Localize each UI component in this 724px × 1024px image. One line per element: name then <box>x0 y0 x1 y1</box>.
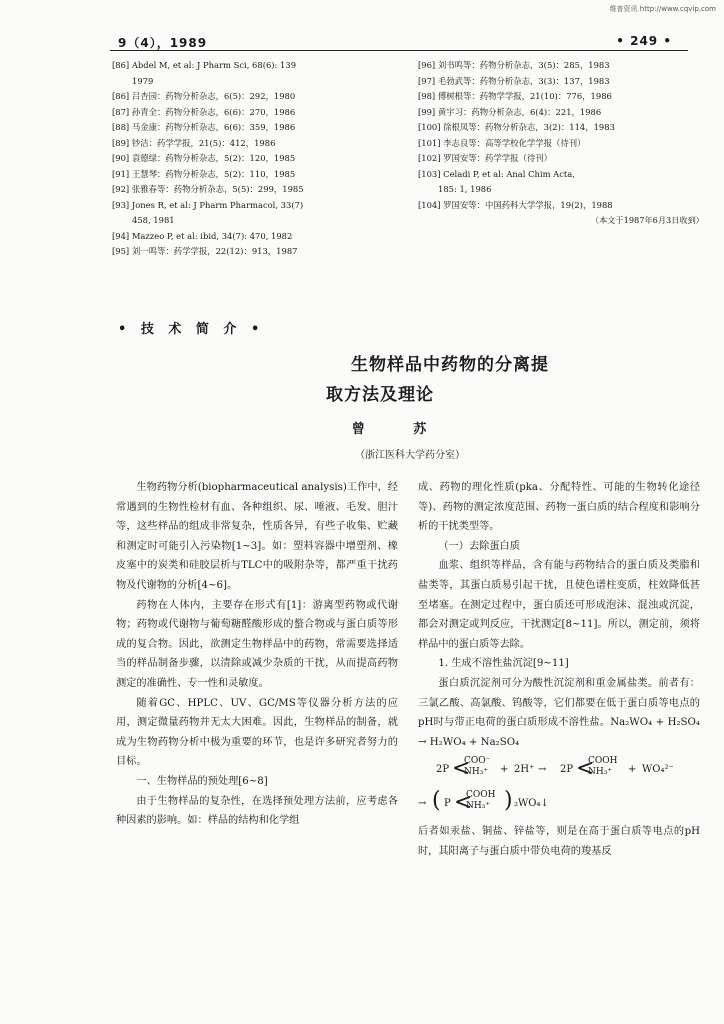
chemical-equation-line1 <box>418 754 700 786</box>
reference-item: 458, 1981 <box>132 215 175 225</box>
reference-item: 185: 1, 1986 <box>438 184 492 194</box>
article-title-line1: 生物样品中药物的分离提 <box>351 355 549 375</box>
paragraph: 由于生物样品的复杂性，在选择预处理方法前，应考虑各种因素的影响。如：样品的结构和化学组 <box>116 795 398 827</box>
eq-tungstate: WO₄²⁻ <box>642 764 674 776</box>
watermark: 维普资讯 http://www.cqvip.com <box>609 5 716 13</box>
reference-item: [100] 徐根凤等：药物分析杂志，3(2)：114，1983 <box>418 122 615 132</box>
eq-top: COOH <box>588 756 618 767</box>
eq-bottom: NH₃⁺ <box>588 767 613 778</box>
reference-item: [87] 孙青全：药物分析杂志，6(6)：270，1986 <box>112 106 296 117</box>
references-right <box>418 58 708 229</box>
reference-item: [103] Celadi P, et al: Anal Chim Acta, <box>418 168 575 179</box>
reference-item: [86] 吕杏园：药物分析杂志，6(5)：292，1980 <box>112 91 296 101</box>
paragraph: 血浆、组织等样品，含有能与药物结合的蛋白质及类脂和盐类等，其蛋白质易引起干扰，且使色谱柱变质，柱效降低甚至堵塞。在测定过程中，蛋白质还可形成泡沫、混浊或沉淀，都会对测定或判反应，干扰测定[8~11]。所以，测定前，须将样品中的蛋白质等去除。 <box>418 560 700 650</box>
reference-item: [91] 王慧琴：药物分析杂志，5(2)：110，1985 <box>112 168 296 179</box>
eq-group <box>464 756 490 778</box>
reference-item: [96] 刘书鸣等：药物分析杂志，3(5)：285，1983 <box>418 60 610 70</box>
article-title-line2: 取方法及理论 <box>326 385 434 405</box>
eq-group <box>466 790 496 812</box>
section-heading: （一）去除蛋白质 <box>438 540 520 552</box>
reference-item: [95] 刘一鸣等：药学学报，22(12)：913，1987 <box>112 246 298 256</box>
reference-item: [104] 罗国安等：中国药科大学学报，19(2)，1988 <box>418 199 613 210</box>
section-heading: 一、生物样品的预处理[6~8] <box>136 775 268 787</box>
eq-bracket: < <box>454 790 473 816</box>
paragraph: 后者如汞盐、铜盐、锌盐等，则是在高于蛋白质等电点的pH时，其阳离子与蛋白质中带负电荷的羧基反 <box>418 826 700 857</box>
received-date: （本文于1987年6月3日收到） <box>590 215 704 225</box>
eq-top: COO⁻ <box>464 756 491 767</box>
eq-plus: + <box>628 764 637 776</box>
reference-item: [88] 马金康：药物分析杂志，6(6)：359，1986 <box>112 122 296 132</box>
eq-precipitate: ₂WO₄↓ <box>514 798 549 810</box>
eq-bottom: NH₃⁺ <box>466 801 491 812</box>
eq-arrow: → <box>538 764 547 776</box>
page-number: • 249 • <box>616 34 672 48</box>
eq-group <box>588 756 618 778</box>
eq-coefficient: P <box>444 798 451 810</box>
reference-item: 1979 <box>132 75 154 86</box>
reference-item: [94] Mazzeo P, et al: ibid, 34(7): 470, 1982 <box>112 230 293 241</box>
references-left <box>112 58 402 260</box>
issue-header: 9（4），1989 <box>118 36 208 50</box>
chemical-equation-line2 <box>418 788 700 820</box>
eq-top: COOH <box>466 790 496 801</box>
reference-item: [98] 傅树根等：药物学学报，21(10)：776，1986 <box>418 91 612 101</box>
eq-plus: + <box>500 764 509 776</box>
section-label: • 技 术 简 介 • <box>118 322 265 337</box>
paragraph: 药物在人体内，主要存在形式有[1]：游离型药物或代谢物；药物或代谢物与葡萄糖醛酸形成的螯合物或与蛋白质等形成的复合物。因此，欲测定生物样品中的药物，常需要选择适当的样品制备步骤，以清除或减少杂质的干扰，从而提高药物测定的准确性、专一性和灵敏度。 <box>116 599 398 689</box>
eq-bracket: ( <box>432 788 441 814</box>
section-heading: 1. 生成不溶性盐沉淀[9~11] <box>438 658 569 670</box>
paragraph: 生物药物分析(biopharmaceutical analysis)工作中，经常遇到的生物性检材有血、各种组织、尿、唾液、毛发、胆汁等，这些样品的组成非常复杂，性质各异，有些子收集、贮藏和测定时可能引入污染物[1~3]。如：塑料容器中增塑剂、橡皮塞中的炭类和硅胶层析与TLC中的吸附杂等，都严重干扰药物及代谢物的分析[4~6]。 <box>116 482 398 591</box>
body-column-right <box>418 478 700 862</box>
reference-item: [99] 黄宇习：药物分析杂志，6(4)：221，1986 <box>418 106 602 117</box>
eq-coefficient: 2P <box>436 764 450 776</box>
author: 曾 苏 <box>351 422 449 437</box>
eq-bracket: < <box>452 756 471 782</box>
reference-item: [90] 袁德绿：药物分析杂志，5(2)：120，1985 <box>112 153 296 163</box>
reference-item: [93] Jones R, et al: J Pharm Pharmacol, 33(7) <box>112 199 304 210</box>
body-column-left <box>116 478 398 831</box>
eq-bracket: ) <box>504 788 513 814</box>
reference-item: [97] 毛勃武等：药物分析杂志，3(3)：137，1983 <box>418 75 610 86</box>
paragraph: 成、药物的理化性质(pka、分配特性、可能的生物转化途径等)、药物的测定浓度范围、药物一蛋白质的结合程度和影响分析的干扰类型等。 <box>418 482 700 533</box>
reference-item: [101] 李志良等：高等学校化学学报（待刊） <box>418 137 586 148</box>
eq-arrow: → <box>418 798 427 810</box>
eq-bottom: NH₃⁺ <box>464 767 489 778</box>
eq-proton: 2H⁺ <box>514 764 535 776</box>
eq-coefficient: 2P <box>560 764 574 776</box>
reference-item: [102] 罗国安等：药学学报（待刊） <box>418 153 553 163</box>
reference-item: [89] 钞洁：药学学报，21(5)：412，1986 <box>112 137 276 148</box>
paragraph: 蛋白质沉淀剂可分为酸性沉淀剂和重金属盐类。前者有：三氯乙酸、高氯酸、钨酸等，它们都要在低于蛋白质等电点的pH时与带正电荷的蛋白质形成不溶性盐。Na₂WO₄ + H₂SO₄ → H₂WO₄ + Na₂SO₄ <box>418 677 700 748</box>
paragraph: 随着GC、HPLC、UV、GC/MS等仪器分析方法的应用，测定微量药物并无太大困难。因此，生物样品的制备，就成为生物药物分析中极为重要的环节，也是许多研究者努力的目标。 <box>116 697 398 768</box>
reference-item: [86] Abdel M, et al: J Pharm Sci, 68(6): 139 <box>112 60 297 70</box>
reference-item: [92] 张雅春等：药物分析杂志，5(5)：299，1985 <box>112 184 304 194</box>
header-rule <box>110 50 688 51</box>
affiliation: （浙江医科大学药分室） <box>355 450 465 461</box>
eq-bracket: < <box>576 756 595 782</box>
